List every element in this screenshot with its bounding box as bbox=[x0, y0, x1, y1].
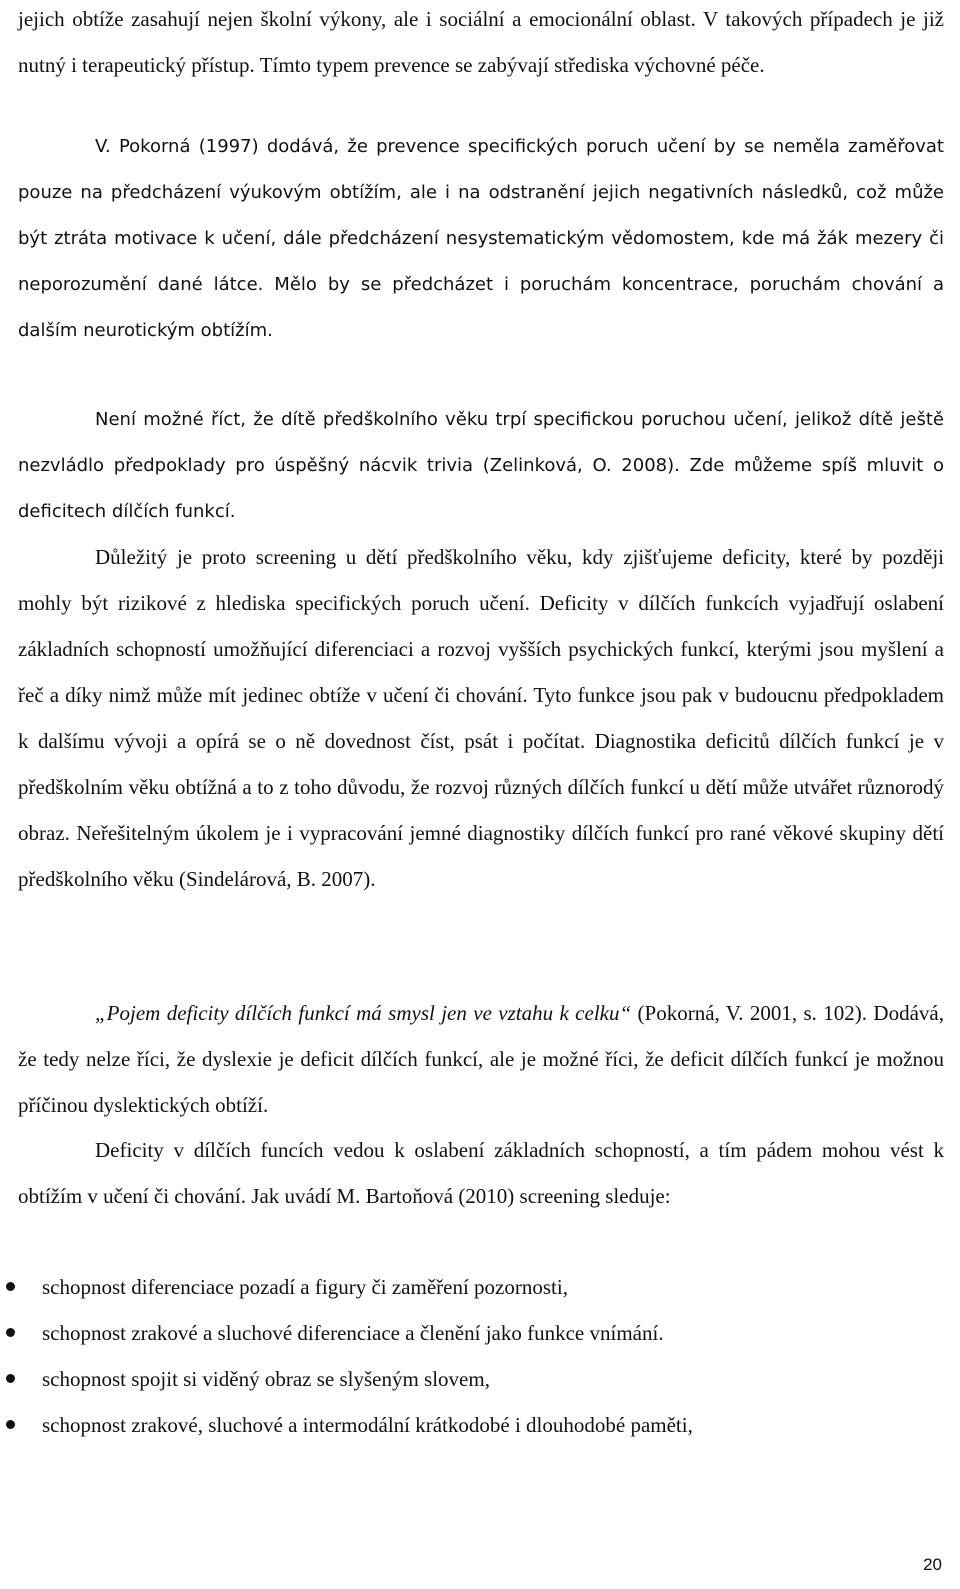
list-item-text: schopnost diferenciace pozadí a figury či zaměření pozornosti, bbox=[42, 1275, 568, 1299]
quoted-definition: „Pojem deficity dílčích funkcí má smysl jen ve vztahu k celku“ bbox=[95, 1001, 632, 1025]
list-item-text: schopnost zrakové a sluchové diferenciace a členění jako funkce vnímání. bbox=[42, 1321, 664, 1345]
paragraph-pokorna-prevention: V. Pokorná (1997) dodává, že prevence specifických poruch učení by se neměla zaměřovat pouze na předcházení výukovým obtížím, ale i na odstranění jejich negativních následků, což může být ztráta motivace k učení, dále předcházení nesystematickým vědomostem, kde má žák mezery či neporozumění dané látce. Mělo by se předcházet i poruchám koncentrace, poruchám chování a dalším neurotickým obtížím. bbox=[18, 136, 944, 341]
quote-citation-and-explanation: (Pokorná, V. 2001, s. 102). Dodává, že tedy nelze říci, že dyslexie je deficit dílčích funkcí, ale je možné říci, že deficit dílčích funkcí je možnou příčinou dyslektických obtíží. bbox=[18, 1001, 944, 1117]
list-item-text: schopnost spojit si viděný obraz se slyšeným slovem, bbox=[42, 1367, 490, 1391]
paragraph-partial-functions-quote bbox=[18, 990, 944, 1128]
list-item bbox=[18, 1402, 944, 1448]
bullet-icon bbox=[6, 1328, 15, 1337]
paragraph-preschool-disorder: Není možné říct, že dítě předškolního věku trpí specifickou poruchou učení, jelikož dítě ještě nezvládlo předpoklady pro úspěšný nácvik trivia (Zelinková, O. 2008). Zde můžeme spíš mluvit o deficitech dílčích funkcí. bbox=[18, 409, 944, 522]
paragraph-screening-introduction: Deficity v dílčích funcích vedou k oslabení základních schopností, a tím pádem mohou vést k obtížím v učení či chování. Jak uvádí M. Bartoňová (2010) screening sleduje: bbox=[18, 1138, 944, 1208]
list-item bbox=[18, 1310, 944, 1356]
screening-criteria-list bbox=[18, 1264, 944, 1448]
paragraph-continuation: jejich obtíže zasahují nejen školní výkony, ale i sociální a emocionální oblast. V takových případech je již nutný i terapeutický přístup. Tímto typem prevence se zabývají střediska výchovné péče. bbox=[18, 7, 944, 77]
list-item bbox=[18, 1356, 944, 1402]
page-number: 20 bbox=[923, 1555, 942, 1574]
bullet-icon bbox=[6, 1420, 15, 1429]
bullet-icon bbox=[6, 1282, 15, 1291]
list-item-text: schopnost zrakové, sluchové a intermodální krátkodobé i dlouhodobé paměti, bbox=[42, 1413, 693, 1437]
paragraph-screening-deficits: Důležitý je proto screening u dětí předškolního věku, kdy zjišťujeme deficity, které by později mohly být rizikové z hlediska specifických poruch učení. Deficity v dílčích funkcích vyjadřují oslabení základních schopností umožňující diferenciaci a rozvoj vyšších psychických funkcí, kterými jsou myšlení a řeč a díky nimž může mít jedinec obtíže v učení či chování. Tyto funkce jsou pak v budoucnu předpokladem k dalšímu vývoji a opírá se o ně dovednost číst, psát i počítat. Diagnostika deficitů dílčích funkcí je v předškolním věku obtížná a to z toho důvodu, že rozvoj různých dílčích funkcí u dětí může utvářet různorodý obraz. Neřešitelným úkolem je i vypracování jemné diagnostiky dílčích funkcí pro rané věkové skupiny dětí předškolního věku (Sindelárová, B. 2007). bbox=[18, 545, 944, 891]
bullet-icon bbox=[6, 1374, 15, 1383]
list-item bbox=[18, 1264, 944, 1310]
